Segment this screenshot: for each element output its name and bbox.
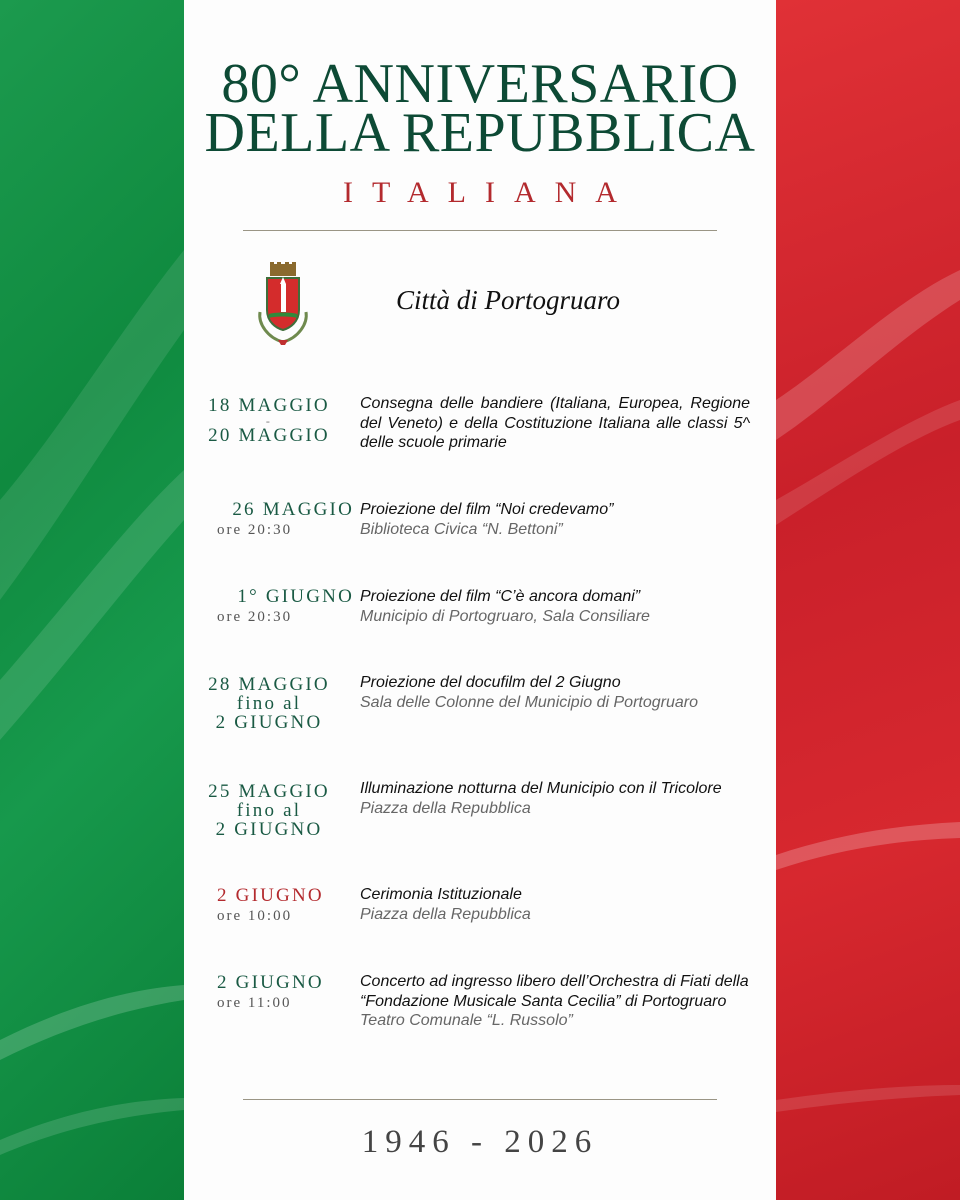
date-start: 25 MAGGIO xyxy=(208,781,330,802)
portogruaro-coat-of-arms-icon xyxy=(252,262,314,346)
event-date xyxy=(184,973,354,1013)
event-item xyxy=(360,779,750,818)
event-location: Municipio di Portogruaro, Sala Consiliare xyxy=(360,607,650,625)
event-time: ore 11:00 xyxy=(217,995,292,1011)
event-description: Cerimonia Istituzionale xyxy=(360,886,522,903)
event-date xyxy=(184,500,354,540)
green-silk-texture xyxy=(0,0,184,1200)
date-end: 2 GIUGNO xyxy=(215,819,323,840)
title-line-1: 80° ANNIVERSARIO xyxy=(221,53,739,115)
date-start: 18 MAGGIO xyxy=(208,395,330,416)
date-separator: fino al xyxy=(236,693,302,714)
event-item xyxy=(360,500,750,539)
event-date xyxy=(184,886,354,926)
event-description: Concerto ad ingresso libero dell’Orchestra di Fiati della “Fondazione Musicale Santa Cecilia” di Portogruaro xyxy=(360,973,749,1010)
title-line-2: DELLA REPUBBLICA xyxy=(204,102,756,164)
date-end: 2 GIUGNO xyxy=(215,712,323,733)
flag-red-band xyxy=(776,0,960,1200)
event-description: Proiezione del film “Noi credevamo” xyxy=(360,501,614,518)
event-description: Illuminazione notturna del Municipio con il Tricolore xyxy=(360,780,722,797)
event-description: Consegna delle bandiere (Italiana, Europea, Regione del Veneto) e della Costituzione Italiana alle classi 5^ delle scuole primarie xyxy=(360,395,750,451)
event-location: Piazza della Repubblica xyxy=(360,799,531,817)
date-separator: fino al xyxy=(236,800,302,821)
event-time: ore 20:30 xyxy=(217,522,293,538)
top-divider xyxy=(243,230,717,231)
city-name: Città di Portogruaro xyxy=(396,285,621,315)
red-silk-texture xyxy=(776,0,960,1200)
event-time: ore 10:00 xyxy=(217,908,293,924)
event-description: Proiezione del docufilm del 2 Giugno xyxy=(360,674,621,691)
event-location: Biblioteca Civica “N. Bettoni” xyxy=(360,520,563,538)
event-description: Proiezione del film “C’è ancora domani” xyxy=(360,588,641,605)
date-separator: - xyxy=(265,414,273,428)
date-label: 2 GIUGNO xyxy=(217,972,324,993)
event-date xyxy=(184,587,354,627)
event-location: Teatro Comunale “L. Russolo” xyxy=(360,1012,573,1029)
event-time: ore 20:30 xyxy=(217,609,293,625)
date-label: 1° GIUGNO xyxy=(237,586,354,607)
event-date xyxy=(184,396,354,446)
event-item xyxy=(360,972,750,1031)
event-item xyxy=(360,587,750,626)
date-start: 28 MAGGIO xyxy=(208,674,330,695)
event-item xyxy=(360,673,750,712)
event-date xyxy=(184,675,354,732)
event-item xyxy=(360,885,750,924)
event-location: Sala delle Colonne del Municipio di Portogruaro xyxy=(360,693,698,711)
anniversary-years: 1946 - 2026 xyxy=(361,1124,599,1160)
event-date xyxy=(184,782,354,839)
event-location: Piazza della Repubblica xyxy=(360,905,531,923)
date-end: 20 MAGGIO xyxy=(208,425,330,446)
date-label: 26 MAGGIO xyxy=(232,499,354,520)
date-label: 2 GIUGNO xyxy=(217,885,324,906)
flag-green-band xyxy=(0,0,184,1200)
bottom-divider xyxy=(243,1099,717,1100)
subtitle: ITALIANA xyxy=(343,176,636,209)
